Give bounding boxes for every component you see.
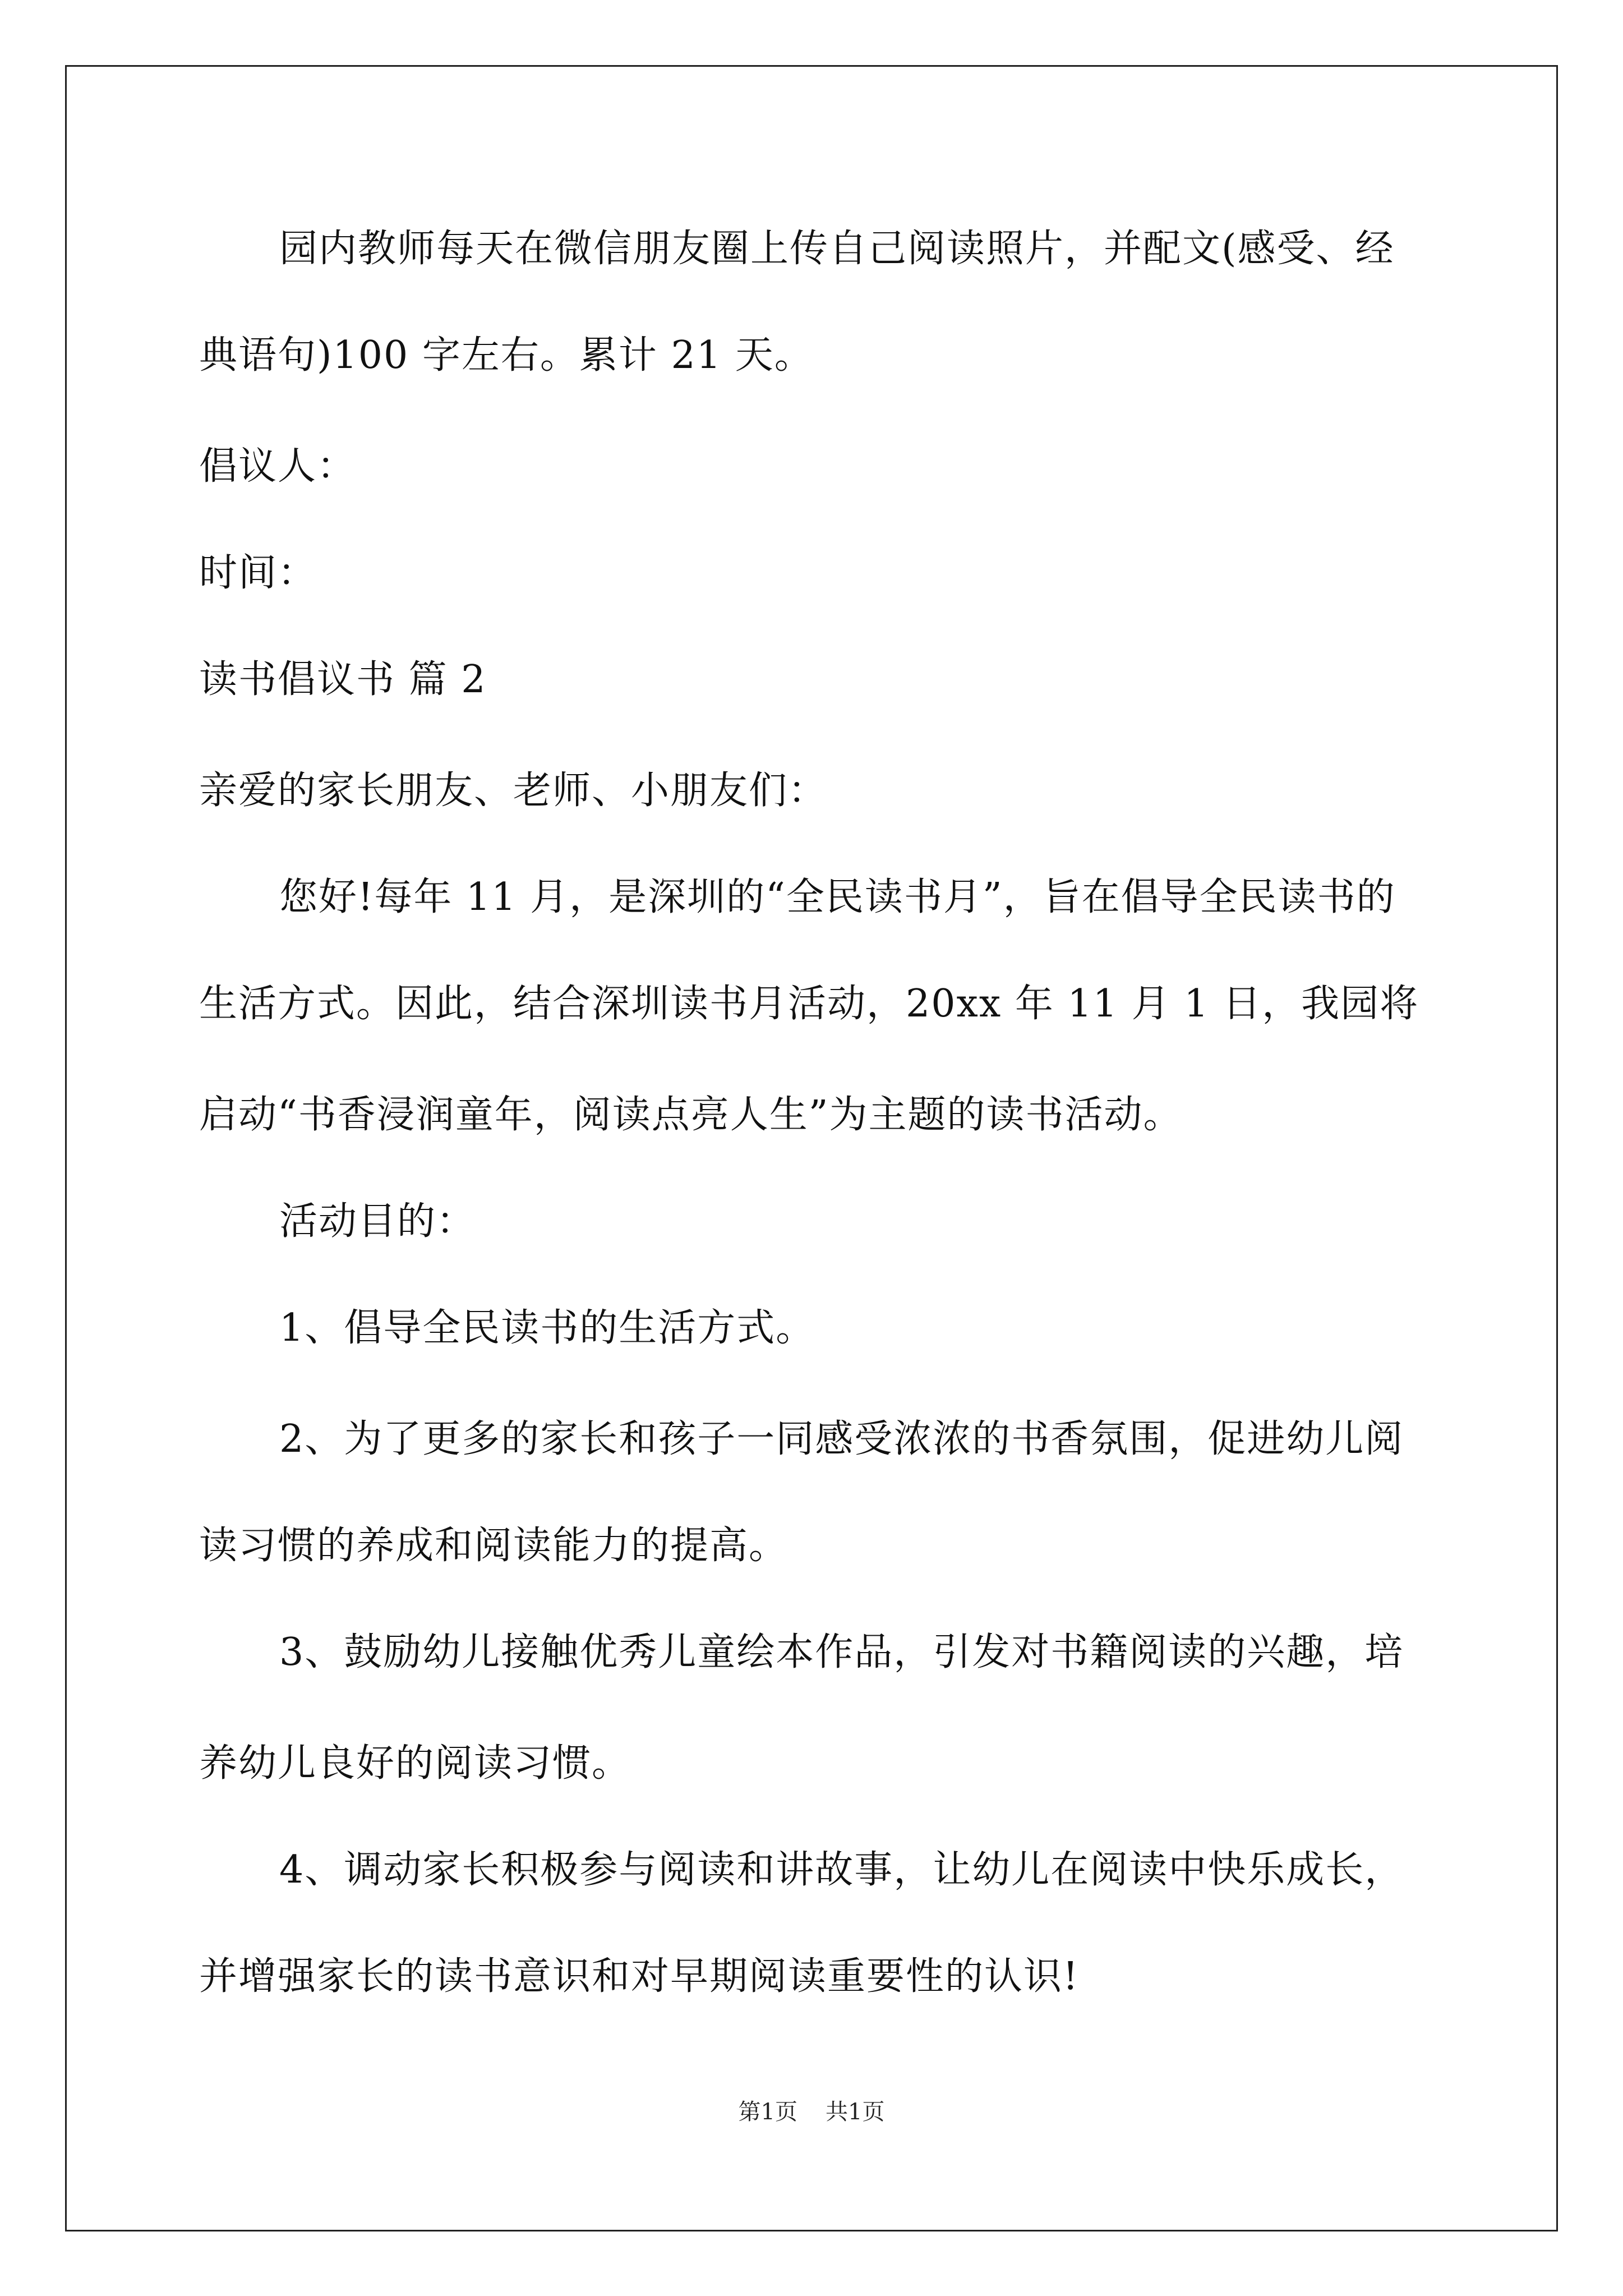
list-item: 1、倡导全民读书的生活方式。 — [279, 1306, 815, 1350]
subheading: 活动目的： — [279, 1199, 476, 1244]
list-item-continuation: 读习惯的养成和阅读能力的提高。 — [199, 1524, 789, 1568]
list-item: 2、为了更多的家长和孩子一同感受浓浓的书香氛围，促进幼儿阅 — [279, 1417, 1404, 1461]
page-footer — [0, 2098, 1623, 2126]
list-item: 3、鼓励幼儿接触优秀儿童绘本作品，引发对书籍阅读的兴趣，培 — [279, 1630, 1404, 1674]
section-title: 读书倡议书 篇 2 — [199, 657, 487, 702]
paragraph-line: 典语句)100 字左右。累计 21 天。 — [199, 333, 814, 378]
paragraph-line: 园内教师每天在微信朋友圈上传自己阅读照片，并配文(感受、经 — [279, 227, 1395, 271]
page-total: 共1页 — [826, 2099, 885, 2125]
list-item: 4、调动家长积极参与阅读和讲故事，让幼儿在阅读中快乐成长， — [279, 1848, 1404, 1892]
date-label: 时间： — [199, 551, 317, 595]
paragraph-line: 生活方式。因此，结合深圳读书月活动，20xx 年 11 月 1 日，我园将 — [199, 982, 1419, 1026]
page-number: 第1页 — [738, 2099, 797, 2125]
page-border — [65, 65, 1558, 2231]
signatory-label: 倡议人： — [199, 444, 357, 489]
paragraph-line: 您好!每年 11 月，是深圳的“全民读书月”，旨在倡导全民读书的 — [279, 875, 1396, 919]
list-item-continuation: 并增强家长的读书意识和对早期阅读重要性的认识! — [199, 1954, 1080, 1999]
salutation: 亲爱的家长朋友、老师、小朋友们： — [199, 769, 828, 813]
paragraph-line: 启动“书香浸润童年，阅读点亮人生”为主题的读书活动。 — [199, 1093, 1183, 1137]
list-item-continuation: 养幼儿良好的阅读习惯。 — [199, 1741, 631, 1786]
